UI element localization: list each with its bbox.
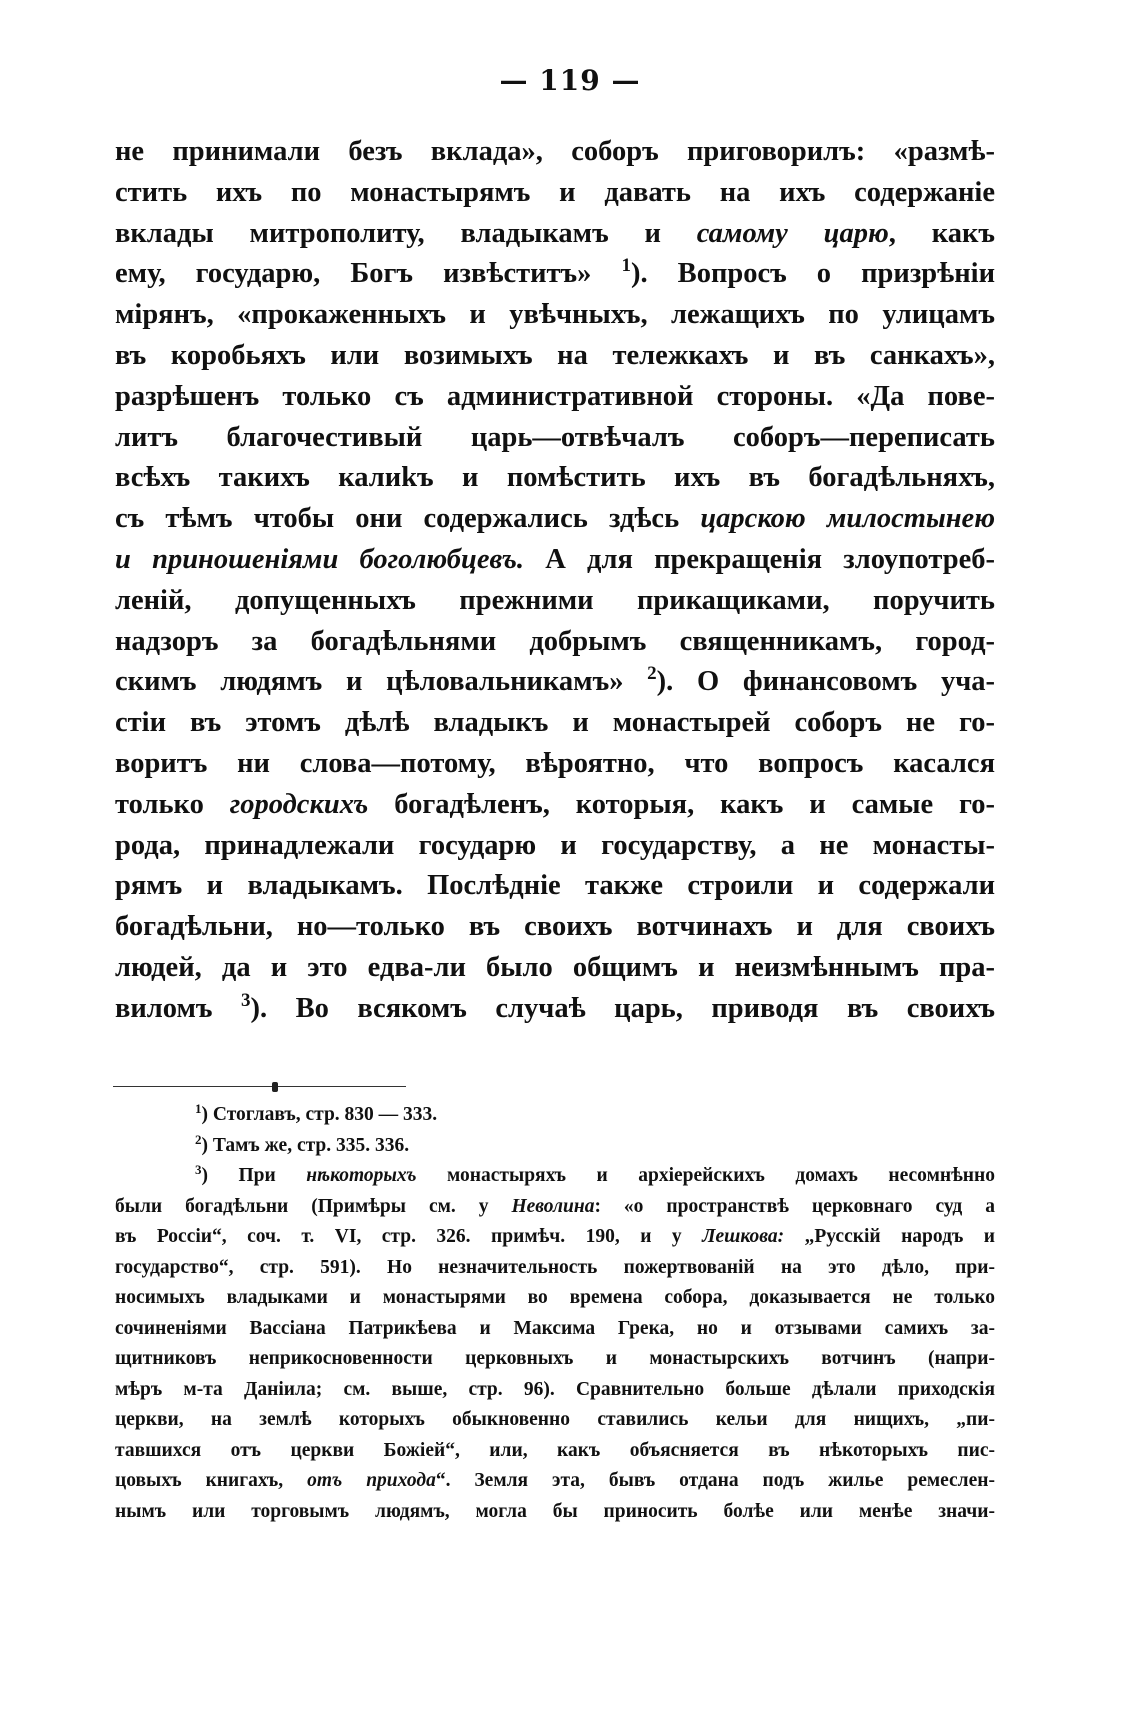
- text-line: надзоръ за богадѣльнями добрымъ священникамъ, город-: [115, 625, 995, 657]
- text-line: [115, 785, 995, 826]
- text-line: богадѣльни, но—только въ своихъ вотчинахъ и для своихъ: [115, 911, 995, 943]
- text-line: въ коробьяхъ или возимыхъ на тележкахъ и въ санкахъ»,: [115, 339, 995, 371]
- footnote-line: государство“, стр. 591). Но незначительность пожертвованій на это дѣло, при-: [115, 1256, 995, 1278]
- text-line: не принимали безъ вклада», соборъ приговорилъ: «размѣ-: [115, 136, 995, 167]
- footnote-ref: 1: [621, 255, 631, 277]
- footnote-line: [115, 1192, 995, 1223]
- footnote-text: монастыряхъ и архіерейскихъ домахъ несомнѣнно: [446, 1165, 996, 1186]
- footnote-line: носимыхъ владыками и монастырями во времена собора, доказывается не только: [115, 1287, 995, 1308]
- text-line: мірянъ, «прокаженныхъ и увѣчныхъ, лежащихъ по улицамъ: [115, 299, 995, 331]
- italic-phrase: городскихъ: [229, 788, 369, 820]
- footnote-ref: 3: [241, 989, 251, 1011]
- text-line: [115, 214, 995, 255]
- text-line: воритъ ни слова—потому, вѣроятно, что вопросъ касался: [115, 747, 995, 779]
- footnote-marker: 2: [195, 1131, 202, 1147]
- text-line: рямъ и владыкамъ. Послѣдніе также строили и содержали: [115, 870, 995, 902]
- text-segment: А для прекращенія злоупотреб-: [545, 543, 996, 575]
- footnote-3: [115, 1161, 995, 1192]
- footnote-2: [115, 1131, 995, 1162]
- footnote-1: [115, 1100, 995, 1131]
- text-segment: ). Во всякомъ случаѣ царь, приводя въ своихъ: [250, 992, 995, 1024]
- footnote-text: цовыхъ книгахъ,: [115, 1470, 284, 1491]
- text-line: литъ благочестивый царь—отвѣчалъ соборъ—переписать: [115, 421, 995, 453]
- footnote-text: ) При: [201, 1165, 276, 1186]
- text-line: [115, 254, 995, 295]
- footnote-ref: 2: [647, 663, 657, 685]
- footnote-text: ) Стоглавъ, стр. 830 — 333.: [201, 1104, 438, 1125]
- italic-phrase: нѣкоторыхъ: [306, 1165, 417, 1186]
- footnote-text: въ Россіи“, соч. т. VI, стр. 326. примѣч. 190, и у: [115, 1226, 682, 1247]
- footnote-marker: 1: [195, 1101, 202, 1116]
- footnote-line: [115, 1222, 995, 1253]
- footnote-marker: 3: [195, 1162, 202, 1177]
- footnote-line: щитниковъ неприкосновенности церковныхъ и монастырскихъ вотчинъ (напри-: [115, 1348, 995, 1369]
- italic-phrase: Лешкова:: [702, 1226, 785, 1247]
- text-segment: вклады митрополиту, владыкамъ и: [115, 217, 661, 249]
- footnote-line: нымъ или торговымъ людямъ, могла бы приносить болѣе или менѣе значи-: [115, 1500, 995, 1522]
- footnotes: [115, 1100, 995, 1527]
- footnote-divider: [113, 1086, 406, 1087]
- text-segment: богадѣленъ, которыя, какъ и самые го-: [394, 788, 996, 820]
- footnote-text: “. Земля эта, бывъ отдана подъ жилье ремеслен-: [435, 1470, 995, 1491]
- page-number: — 119 —: [499, 64, 641, 97]
- text-segment: ). Вопросъ о призрѣніи: [630, 258, 995, 290]
- text-line: стіи въ этомъ дѣлѣ владыкъ и монастырей соборъ не го-: [115, 707, 995, 739]
- footnote-text: были богадѣльни (Примѣры см. у: [115, 1195, 489, 1217]
- text-line: [115, 989, 995, 1030]
- footnote-text: „Русскій народъ и: [804, 1226, 996, 1247]
- text-line: разрѣшенъ только съ административной стороны. «Да пове-: [115, 380, 995, 412]
- text-segment: только: [115, 788, 204, 820]
- footnote-line: [115, 1466, 995, 1497]
- text-segment: ). О финансовомъ уча-: [656, 666, 996, 698]
- text-line: людей, да и это едва-ли было общимъ и неизмѣннымъ пра-: [115, 951, 995, 983]
- text-line: стить ихъ по монастырямъ и давать на ихъ содержаніе: [115, 176, 995, 208]
- footnote-line: мѣръ м-та Даніила; см. выше, стр. 96). Сравнительно больше дѣлали приходскія: [115, 1378, 995, 1400]
- footnote-line: церкви, на землѣ которыхъ обыкновенно ставились кельи для нищихъ, „пи-: [115, 1409, 995, 1430]
- text-segment: съ тѣмъ чтобы они содержались здѣсь: [115, 503, 680, 535]
- divider-mark: [272, 1082, 278, 1092]
- italic-phrase: отъ прихода: [307, 1470, 436, 1491]
- footnote-line: тавшихся отъ церкви Божіей“, или, какъ объясняется въ нѣкоторыхъ пис-: [115, 1439, 995, 1461]
- main-text: [115, 132, 995, 1030]
- text-segment: ему, государю, Богъ извѣститъ»: [115, 258, 592, 290]
- italic-phrase: царскою милостынею: [700, 503, 995, 535]
- text-line: [115, 662, 995, 703]
- text-line: [115, 540, 995, 581]
- text-line: леній, допущенныхъ прежними прикащиками, поручить: [115, 584, 995, 616]
- text-segment: , какъ: [888, 217, 996, 249]
- text-line: [115, 499, 995, 540]
- text-segment: скимъ людямъ и цѣловальникамъ»: [115, 666, 624, 698]
- italic-phrase: самому царю: [696, 217, 889, 249]
- text-line: всѣхъ такихъ калиkъ и помѣстить ихъ въ богадѣльняхъ,: [115, 462, 995, 494]
- footnote-text: : «о пространствѣ церковнаго суд а: [594, 1195, 995, 1217]
- footnote-line: сочиненіями Вассіана Патрикѣева и Максима Грека, но и отзывами самихъ за-: [115, 1317, 995, 1339]
- italic-phrase: Неволина: [511, 1195, 595, 1217]
- text-line: рода, принадлежали государю и государству, а не монасты-: [115, 829, 995, 861]
- text-segment: виломъ: [115, 992, 213, 1024]
- italic-phrase: и приношеніями боголюбцевъ.: [115, 543, 524, 575]
- footnote-text: ) Тамъ же, стр. 335. 336.: [201, 1134, 410, 1156]
